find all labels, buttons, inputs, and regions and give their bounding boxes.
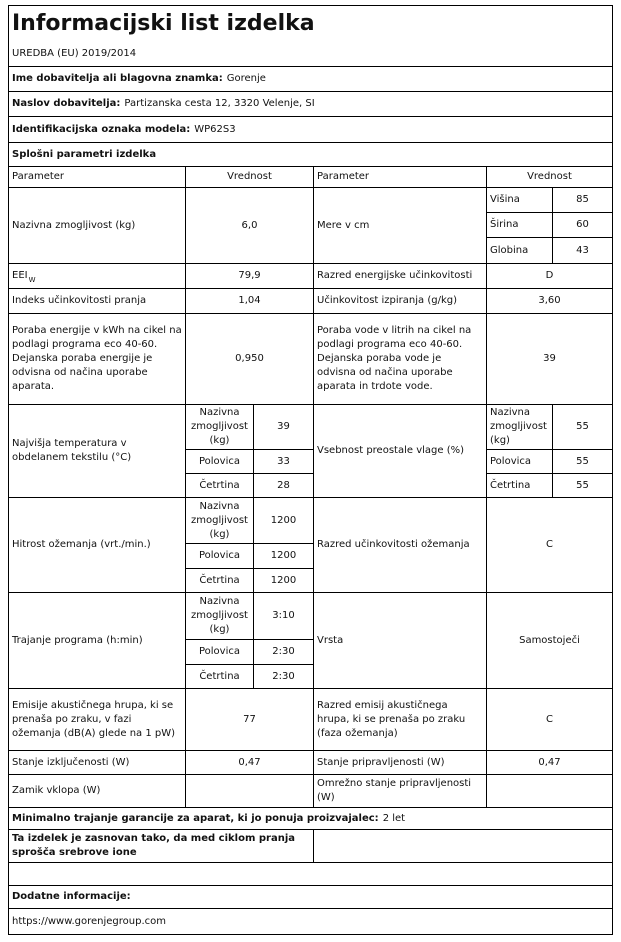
delay-start-value <box>186 775 314 808</box>
energy-consumption-value: 0,950 <box>186 314 314 405</box>
moisture-label: Vsebnost preostale vlage (%) <box>314 405 487 498</box>
guarantee-value: 2 let <box>382 812 406 824</box>
title-block <box>9 6 612 67</box>
spin-rated-value: 1200 <box>254 498 314 544</box>
page-title: Informacijski list izdelka <box>12 11 315 36</box>
supplier-address-value: Partizanska cesta 12, 3320 Velenje, SI <box>124 98 315 109</box>
guarantee-row <box>9 808 612 830</box>
energy-class-label: Razred energijske učinkovitosti <box>314 264 487 289</box>
additional-info-label: Dodatne informacije: <box>9 886 612 909</box>
dimensions-label: Mere v cm <box>314 188 487 264</box>
spin-class-value: C <box>487 498 612 593</box>
temp-quarter-label: Četrtina <box>186 474 254 498</box>
regulation-reference: UREDBA (EU) 2019/2014 <box>12 48 137 59</box>
water-consumption-label: Poraba vode v litrih na cikel na podlagi programa eco 40-60. Dejanska poraba vode je odvisna od načina uporabe aparata in trdote vode. <box>314 314 487 405</box>
temp-half-value: 33 <box>254 450 314 474</box>
height-label: Višina <box>487 188 553 213</box>
supplier-name-value: Gorenje <box>226 73 266 84</box>
off-mode-value: 0,47 <box>186 751 314 775</box>
duration-quarter-label: Četrtina <box>186 665 254 689</box>
header-value-right: Vrednost <box>487 167 612 188</box>
eei-subscript: W <box>28 276 36 284</box>
spin-speed-label: Hitrost ožemanja (vrt./min.) <box>9 498 186 593</box>
model-identifier-row <box>9 117 612 143</box>
depth-label: Globina <box>487 238 553 264</box>
duration-half-label: Polovica <box>186 640 254 665</box>
capacity-value: 6,0 <box>186 188 314 264</box>
rinsing-value: 3,60 <box>487 289 612 314</box>
network-standby-value <box>487 775 612 808</box>
duration-quarter-value: 2:30 <box>254 665 314 689</box>
duration-rated-label: Nazivna zmogljivost (kg) <box>186 593 254 640</box>
header-parameter-left: Parameter <box>9 167 186 188</box>
header-parameter-right: Parameter <box>314 167 487 188</box>
temp-half-label: Polovica <box>186 450 254 474</box>
moisture-rated-value: 55 <box>553 405 612 450</box>
energy-consumption-label: Poraba energije v kWh na cikel na podlagi programa eco 40-60. Dejanska poraba energije je odvisna od načina uporabe aparata. <box>9 314 186 405</box>
spin-half-value: 1200 <box>254 544 314 569</box>
washing-index-label: Indeks učinkovitosti pranja <box>9 289 186 314</box>
temp-rated-value: 39 <box>254 405 314 450</box>
model-identifier-label: Identifikacijska oznaka modela: <box>12 123 191 135</box>
duration-half-value: 2:30 <box>254 640 314 665</box>
spin-class-label: Razred učinkovitosti ožemanja <box>314 498 487 593</box>
eei-label-text: EEI <box>12 270 28 281</box>
type-label: Vrsta <box>314 593 487 689</box>
spin-quarter-label: Četrtina <box>186 569 254 593</box>
product-information-sheet <box>8 5 613 935</box>
moisture-quarter-label: Četrtina <box>487 474 553 498</box>
water-consumption-value: 39 <box>487 314 612 405</box>
moisture-half-value: 55 <box>553 450 612 474</box>
eei-value: 79,9 <box>186 264 314 289</box>
supplier-address-row <box>9 92 612 117</box>
energy-class-value: D <box>487 264 612 289</box>
rinsing-label: Učinkovitost izpiranja (g/kg) <box>314 289 487 314</box>
blank-row <box>9 863 612 886</box>
capacity-label: Nazivna zmogljivost (kg) <box>9 188 186 264</box>
moisture-half-label: Polovica <box>487 450 553 474</box>
supplier-name-row <box>9 67 612 92</box>
supplier-name-label: Ime dobavitelja ali blagovna znamka: <box>12 73 223 84</box>
duration-rated-value: 3:10 <box>254 593 314 640</box>
standby-value: 0,47 <box>487 751 612 775</box>
type-value: Samostoječi <box>487 593 612 689</box>
washing-index-value: 1,04 <box>186 289 314 314</box>
silver-ions-label: Ta izdelek je zasnovan tako, da med ciklom pranja sprošča srebrove ione <box>9 830 314 863</box>
height-value: 85 <box>553 188 612 213</box>
standby-label: Stanje pripravljenosti (W) <box>314 751 487 775</box>
eei-label <box>9 264 186 289</box>
temp-quarter-value: 28 <box>254 474 314 498</box>
spin-half-label: Polovica <box>186 544 254 569</box>
temp-rated-label: Nazivna zmogljivost (kg) <box>186 405 254 450</box>
width-value: 60 <box>553 213 612 238</box>
off-mode-label: Stanje izključenosti (W) <box>9 751 186 775</box>
noise-label: Emisije akustičnega hrupa, ki se prenaša po zraku, v fazi ožemanja (dB(A) glede na 1 pW) <box>9 689 186 751</box>
moisture-rated-label: Nazivna zmogljivost (kg) <box>487 405 553 450</box>
section-general-parameters: Splošni parametri izdelka <box>9 143 612 167</box>
spin-quarter-value: 1200 <box>254 569 314 593</box>
guarantee-label: Minimalno trajanje garancije za aparat, ki jo ponuja proizvajalec: <box>12 812 379 824</box>
noise-class-label: Razred emisij akustičnega hrupa, ki se prenaša po zraku (faza ožemanja) <box>314 689 487 751</box>
header-value-left: Vrednost <box>186 167 314 188</box>
supplier-address-label: Naslov dobavitelja: <box>12 98 121 109</box>
network-standby-label: Omrežno stanje pripravljenosti (W) <box>314 775 487 808</box>
spin-rated-label: Nazivna zmogljivost (kg) <box>186 498 254 544</box>
max-temperature-label: Najvišja temperatura v obdelanem tekstilu (°C) <box>9 405 186 498</box>
width-label: Širina <box>487 213 553 238</box>
moisture-quarter-value: 55 <box>553 474 612 498</box>
noise-class-value: C <box>487 689 612 751</box>
silver-ions-value <box>314 830 612 863</box>
model-identifier-value: WP62S3 <box>194 123 236 135</box>
delay-start-label: Zamik vklopa (W) <box>9 775 186 808</box>
noise-value: 77 <box>186 689 314 751</box>
duration-label: Trajanje programa (h:min) <box>9 593 186 689</box>
additional-info-url[interactable]: https://www.gorenjegroup.com <box>12 915 166 927</box>
depth-value: 43 <box>553 238 612 264</box>
